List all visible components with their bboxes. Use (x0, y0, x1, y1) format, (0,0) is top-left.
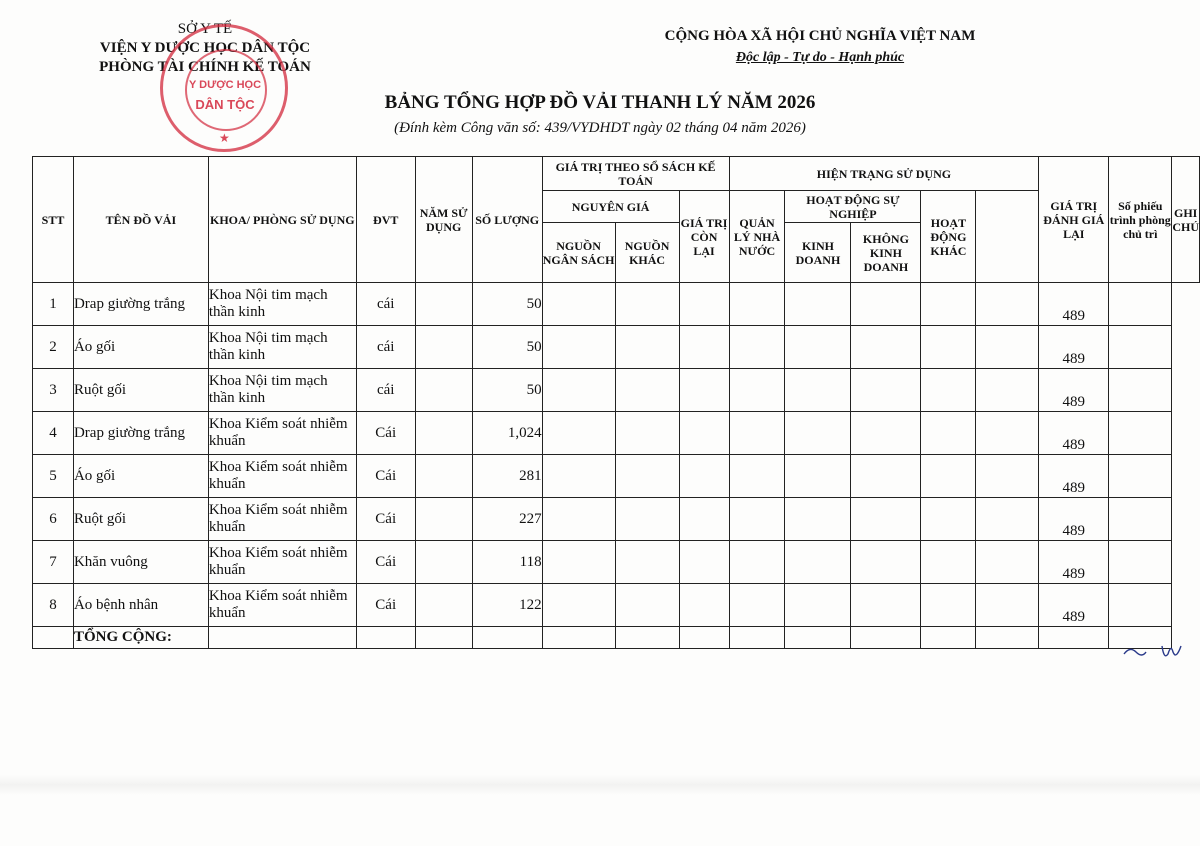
row-residual-value (679, 283, 729, 326)
total-stt-cell (33, 627, 74, 649)
row-year-used (415, 369, 472, 412)
row-stt: 1 (33, 283, 74, 326)
row-residual-value (679, 326, 729, 369)
table-row (33, 369, 1200, 412)
row-budget-source (542, 584, 615, 627)
table-row (33, 412, 1200, 455)
col-revalued: GIÁ TRỊ ĐÁNH GIÁ LẠI (1039, 157, 1109, 283)
row-revalued (976, 283, 1039, 326)
row-commercial (785, 498, 851, 541)
row-notes (1109, 498, 1172, 541)
row-other-source (615, 369, 679, 412)
row-item-name: Ruột gối (73, 498, 208, 541)
row-quantity: 118 (472, 541, 542, 584)
row-residual-value (679, 455, 729, 498)
row-notes (1109, 584, 1172, 627)
table-row (33, 584, 1200, 627)
row-ticket-number: 489 (1039, 369, 1109, 412)
row-other-source (615, 455, 679, 498)
official-stamp (160, 24, 288, 152)
row-ticket-number: 489 (1039, 326, 1109, 369)
row-state-management (729, 369, 785, 412)
row-revalued (976, 498, 1039, 541)
row-department: Khoa Kiểm soát nhiễm khuẩn (208, 455, 356, 498)
row-budget-source (542, 541, 615, 584)
row-item-name: Áo gối (73, 455, 208, 498)
row-quantity: 122 (472, 584, 542, 627)
row-stt: 6 (33, 498, 74, 541)
row-unit: Cái (356, 498, 415, 541)
liquidation-table (32, 156, 1200, 649)
col-group-usage-status: HIỆN TRẠNG SỬ DỤNG (729, 157, 1039, 191)
row-budget-source (542, 412, 615, 455)
col-quantity: SỐ LƯỢNG (472, 157, 542, 283)
row-residual-value (679, 541, 729, 584)
row-commercial (785, 541, 851, 584)
row-other-source (615, 541, 679, 584)
row-other-source (615, 412, 679, 455)
row-item-name: Drap giường trắng (73, 283, 208, 326)
department-name: PHÒNG TÀI CHÍNH KẾ TOÁN (99, 59, 311, 75)
col-group-book-value: GIÁ TRỊ THEO SỔ SÁCH KẾ TOÁN (542, 157, 729, 191)
row-item-name: Drap giường trắng (73, 412, 208, 455)
row-ticket-number: 489 (1039, 412, 1109, 455)
row-other-source (615, 283, 679, 326)
row-state-management (729, 326, 785, 369)
row-ticket-number: 489 (1039, 584, 1109, 627)
row-department: Khoa Kiểm soát nhiễm khuẩn (208, 584, 356, 627)
col-notes: GHI CHÚ (1172, 157, 1200, 283)
row-non-commercial (851, 584, 921, 627)
col-original-price: NGUYÊN GIÁ (542, 191, 679, 223)
row-other-activity (921, 541, 976, 584)
national-motto: Độc lập - Tự do - Hạnh phúc (735, 50, 905, 65)
row-commercial (785, 412, 851, 455)
row-quantity: 227 (472, 498, 542, 541)
row-state-management (729, 455, 785, 498)
table-row (33, 498, 1200, 541)
row-non-commercial (851, 326, 921, 369)
initial-signature (1112, 636, 1192, 666)
col-item-name: TÊN ĐỒ VẢI (73, 157, 208, 283)
row-notes (1109, 412, 1172, 455)
col-business-activity: HOẠT ĐỘNG SỰ NGHIỆP (785, 191, 921, 223)
row-year-used (415, 541, 472, 584)
row-year-used (415, 584, 472, 627)
total-label: TỔNG CỘNG: (73, 627, 208, 649)
row-non-commercial (851, 455, 921, 498)
row-other-activity (921, 283, 976, 326)
row-commercial (785, 455, 851, 498)
row-stt: 7 (33, 541, 74, 584)
row-non-commercial (851, 541, 921, 584)
row-department: Khoa Nội tim mạch thần kinh (208, 369, 356, 412)
col-state-management: QUẢN LÝ NHÀ NƯỚC (729, 191, 785, 283)
row-department: Khoa Nội tim mạch thần kinh (208, 326, 356, 369)
row-stt: 8 (33, 584, 74, 627)
col-budget-source: NGUỒN NGÂN SÁCH (542, 223, 615, 283)
row-department: Khoa Kiểm soát nhiễm khuẩn (208, 412, 356, 455)
row-year-used (415, 498, 472, 541)
row-unit: cái (356, 326, 415, 369)
row-other-activity (921, 498, 976, 541)
document-title: BẢNG TỔNG HỢP ĐỒ VẢI THANH LÝ NĂM 2026 (384, 92, 816, 113)
row-non-commercial (851, 412, 921, 455)
row-other-activity (921, 584, 976, 627)
table-row (33, 283, 1200, 326)
row-department: Khoa Kiểm soát nhiễm khuẩn (208, 541, 356, 584)
row-state-management (729, 541, 785, 584)
col-residual-value: GIÁ TRỊ CÒN LẠI (679, 191, 729, 283)
stamp-text-line1: Y DƯỢC HỌC (188, 79, 262, 91)
row-notes (1109, 541, 1172, 584)
agency-parent: SỞ Y TẾ (177, 21, 233, 37)
row-unit: Cái (356, 584, 415, 627)
scan-shadow (0, 775, 1200, 795)
row-ticket-number: 489 (1039, 455, 1109, 498)
row-quantity: 50 (472, 283, 542, 326)
col-department: KHOA/ PHÒNG SỬ DỤNG (208, 157, 356, 283)
row-item-name: Ruột gối (73, 369, 208, 412)
row-revalued (976, 369, 1039, 412)
row-residual-value (679, 498, 729, 541)
total-row (33, 627, 1200, 649)
row-other-source (615, 584, 679, 627)
row-notes (1109, 369, 1172, 412)
agency-name: VIỆN Y DƯỢC HỌC DÂN TỘC (99, 40, 311, 56)
row-other-source (615, 326, 679, 369)
row-commercial (785, 584, 851, 627)
row-notes (1109, 455, 1172, 498)
row-revalued (976, 584, 1039, 627)
row-notes (1109, 283, 1172, 326)
row-year-used (415, 326, 472, 369)
national-header (600, 26, 1040, 68)
stamp-text-line2: DÂN TỘC (195, 97, 255, 112)
row-state-management (729, 584, 785, 627)
col-year-used: NĂM SỬ DỤNG (415, 157, 472, 283)
table-row (33, 326, 1200, 369)
row-ticket-number: 489 (1039, 541, 1109, 584)
row-item-name: Khăn vuông (73, 541, 208, 584)
row-residual-value (679, 584, 729, 627)
row-residual-value (679, 412, 729, 455)
row-budget-source (542, 326, 615, 369)
row-state-management (729, 498, 785, 541)
col-non-commercial: KHÔNG KINH DOANH (851, 223, 921, 283)
row-ticket-number: 489 (1039, 498, 1109, 541)
table-row (33, 455, 1200, 498)
row-quantity: 50 (472, 369, 542, 412)
document-subtitle: (Đính kèm Công văn số: 439/VYDHDT ngày 02 tháng 04 năm 2026) (394, 120, 806, 136)
col-unit: ĐVT (356, 157, 415, 283)
stamp-star-icon: ★ (219, 131, 230, 145)
row-revalued (976, 541, 1039, 584)
row-non-commercial (851, 369, 921, 412)
row-unit: Cái (356, 455, 415, 498)
row-department: Khoa Kiểm soát nhiễm khuẩn (208, 498, 356, 541)
row-year-used (415, 412, 472, 455)
nation-name: CỘNG HÒA XÃ HỘI CHỦ NGHĨA VIỆT NAM (664, 28, 976, 44)
row-revalued (976, 326, 1039, 369)
col-commercial: KINH DOANH (785, 223, 851, 283)
row-commercial (785, 369, 851, 412)
col-stt: STT (33, 157, 74, 283)
row-state-management (729, 283, 785, 326)
col-ticket-number: Số phiếu trình phòng chủ trì (1109, 157, 1172, 283)
row-revalued (976, 455, 1039, 498)
row-unit: cái (356, 369, 415, 412)
row-year-used (415, 455, 472, 498)
row-unit: Cái (356, 412, 415, 455)
row-budget-source (542, 498, 615, 541)
row-commercial (785, 283, 851, 326)
row-other-activity (921, 455, 976, 498)
row-quantity: 281 (472, 455, 542, 498)
row-state-management (729, 412, 785, 455)
row-other-activity (921, 326, 976, 369)
col-other-activity: HOẠT ĐỘNG KHÁC (921, 191, 976, 283)
row-commercial (785, 326, 851, 369)
row-notes (1109, 326, 1172, 369)
row-stt: 4 (33, 412, 74, 455)
row-unit: Cái (356, 541, 415, 584)
row-budget-source (542, 369, 615, 412)
row-other-activity (921, 369, 976, 412)
row-other-activity (921, 412, 976, 455)
row-ticket-number: 489 (1039, 283, 1109, 326)
row-budget-source (542, 455, 615, 498)
row-residual-value (679, 369, 729, 412)
row-quantity: 50 (472, 326, 542, 369)
row-department: Khoa Nội tim mạch thần kinh (208, 283, 356, 326)
row-quantity: 1,024 (472, 412, 542, 455)
row-item-name: Áo bệnh nhân (73, 584, 208, 627)
row-other-source (615, 498, 679, 541)
row-item-name: Áo gối (73, 326, 208, 369)
row-stt: 2 (33, 326, 74, 369)
col-other-source: NGUỒN KHÁC (615, 223, 679, 283)
row-stt: 3 (33, 369, 74, 412)
row-budget-source (542, 283, 615, 326)
row-revalued (976, 412, 1039, 455)
row-unit: cái (356, 283, 415, 326)
row-stt: 5 (33, 455, 74, 498)
row-non-commercial (851, 498, 921, 541)
table-row (33, 541, 1200, 584)
row-year-used (415, 283, 472, 326)
row-non-commercial (851, 283, 921, 326)
